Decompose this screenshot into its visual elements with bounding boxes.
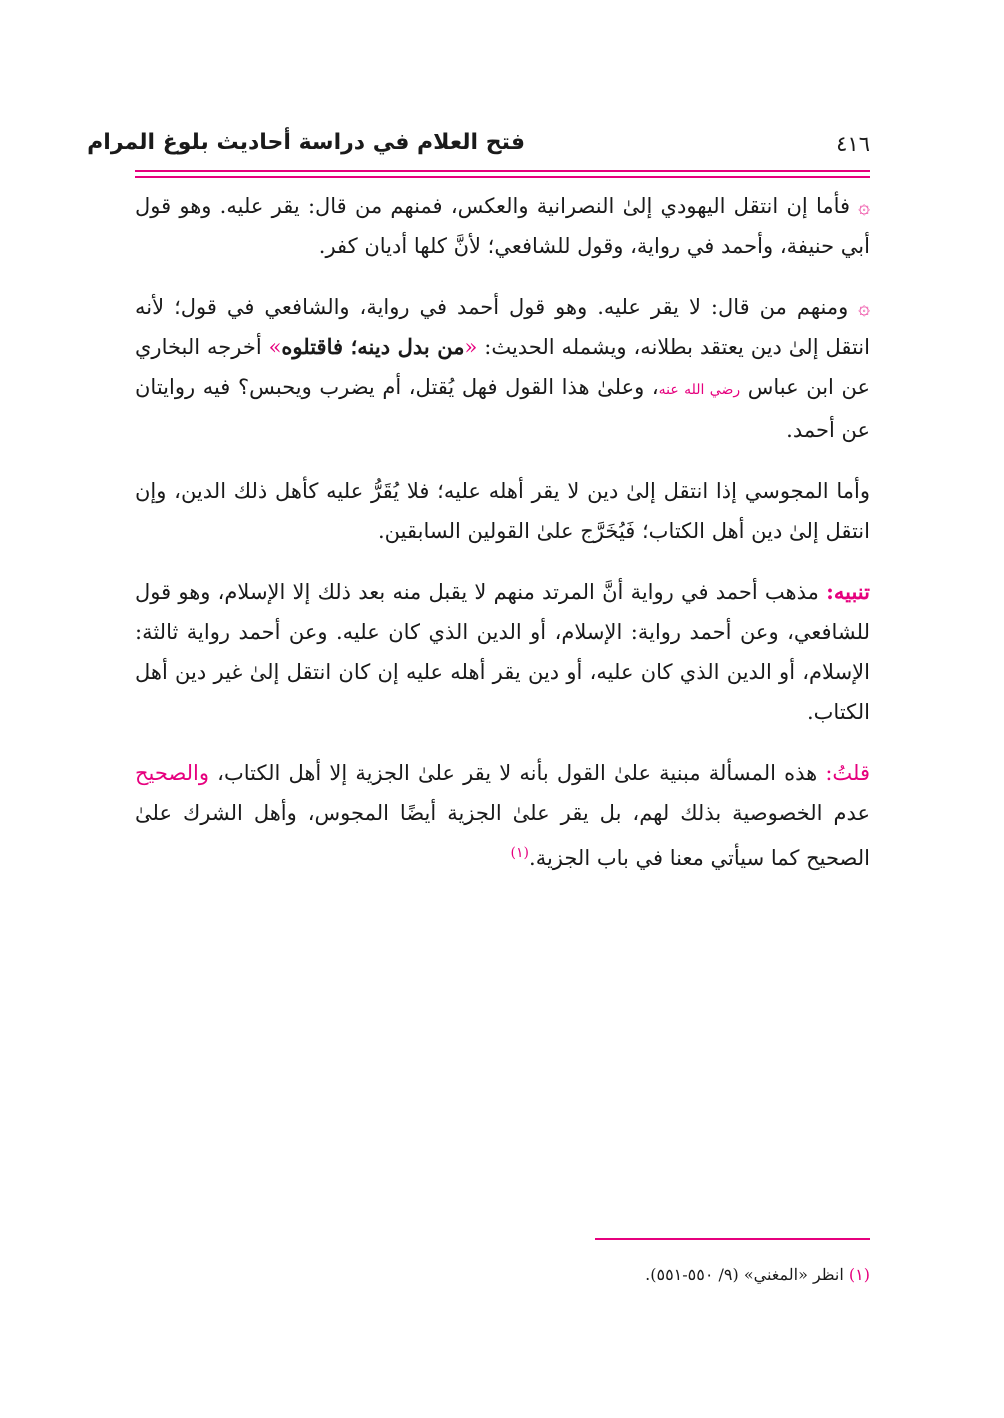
paragraph-4-text: مذهب أحمد في رواية أنَّ المرتد منهم لا يقبل منه بعد ذلك إلا الإسلام، وهو قول للشافعي، وعن أحمد رواية: الإسلام، أو الدين الذي كان عليه. وعن أحمد رواية ثالثة: الإسلام، أو الدين الذي كان عليه، أو دين يقر أهله عليه إن كان انتقل إلىٰ غير دين أهل الكتاب. [135,580,870,724]
book-title: فتح العلام في دراسة أحاديث بلوغ المرام [87,130,525,155]
correct-view-label: والصحيح [135,761,210,785]
paragraph-1-text: فأما إن انتقل اليهودي إلىٰ النصرانية والعكس، فمنهم من قال: يقر عليه. وهو قول أبي حنيفة، وأحمد في رواية، وقول للشافعي؛ لأنَّ كلها أديان كفر. [135,194,870,258]
paragraph-3 [135,471,870,551]
author-note-label: قلتُ: [825,761,870,785]
paragraph-2 [135,287,870,450]
main-text [135,186,870,899]
note-label: تنبيه: [826,579,870,604]
paragraph-2-text-c: ، وعلىٰ هذا القول فهل يُقتل، أم يضرب ويحبس؟ فيه روايتان عن أحمد. [135,375,870,442]
page-header [87,128,870,168]
flower-ornament-icon: ۞ [858,194,870,218]
paragraph-5-text-b: عدم الخصوصية بذلك لهم، بل يقر علىٰ الجزية أيضًا المجوس، وأهل الشرك علىٰ الصحيح كما سيأتي معنا في باب الجزية. [135,801,870,870]
paragraph-1 [135,186,870,266]
paragraph-2-text-a: ومنهم من قال: لا يقر عليه. وهو قول أحمد في رواية، والشافعي في قول؛ لأنه انتقل إلىٰ دين يعتقد بطلانه، ويشمله الحديث: [135,295,870,359]
paragraph-5-text-a: هذه المسألة مبنية علىٰ القول بأنه لا يقر علىٰ الجزية إلا أهل الكتاب، [209,761,826,785]
footnote-text: انظر «المغني» (٩/ ٥٥٠-٥٥١). [645,1265,849,1284]
footnote-reference[interactable]: (١) [510,845,530,861]
paragraph-5 [135,753,870,878]
hadith-text: من بدل دينه؛ فاقتلوه [281,334,465,359]
paragraph-3-text: وأما المجوسي إذا انتقل إلىٰ دين لا يقر أهله عليه؛ فلا يُقَرُّ عليه كأهل ذلك الدين، وإن انتقل إلىٰ دين أهل الكتاب؛ فَيُخَرَّج علىٰ القولين السابقين. [135,479,870,543]
flower-ornament-icon: ۞ [858,295,870,319]
footnote [135,1262,870,1288]
footnote-number: (١) [848,1265,870,1284]
paragraph-4 [135,572,870,732]
quote-open: « [464,335,478,359]
honorific-glyph: رضي الله عنه [658,382,741,398]
paragraph-2-text-b: أخرجه البخاري عن ابن عباس [135,335,870,399]
header-rule-bottom [135,176,870,178]
footnote-divider [595,1238,870,1240]
header-rule-top [135,170,870,172]
quote-close: » [268,335,282,359]
page-number: ٤١٦ [836,132,870,156]
